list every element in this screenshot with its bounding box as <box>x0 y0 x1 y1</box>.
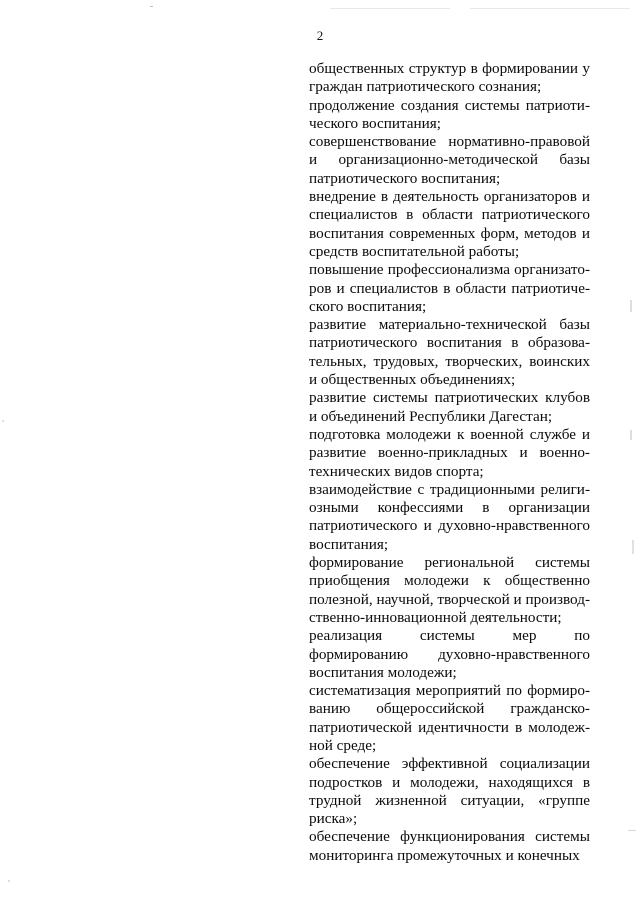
paragraph: реализация системы мер по формированию духовно-нравственного воспитания молодежи; <box>309 627 590 681</box>
paragraph: повышение профессионализма организаторов и специалистов в области патриотического воспитания; <box>309 261 590 315</box>
paragraph: общественных структур в формировании у граждан патриотического сознания; <box>309 60 590 96</box>
paragraph: внедрение в деятельность организаторов и специалистов в области патриотического воспитания современных форм, методов и средств воспитательной работы; <box>309 188 590 260</box>
paragraph: обеспечение функционирования системы мониторинга промежуточных и конечных <box>309 828 590 864</box>
page-number: 2 <box>316 28 324 43</box>
paragraph: совершенствование нормативно-правовой и организационно-методической базы патриотического воспитания; <box>309 133 590 187</box>
scan-artifact <box>330 8 450 9</box>
scan-artifact <box>150 6 153 7</box>
scan-artifact <box>630 430 632 440</box>
scan-artifact <box>630 300 632 312</box>
scan-artifact <box>2 420 4 422</box>
paragraph: подготовка молодежи к военной службе и развитие военно-прикладных и военно-технических видов спорта; <box>309 425 590 480</box>
paragraph: развитие системы патриотических клубов и объединений Республики Дагестан; <box>309 389 590 425</box>
scan-artifact <box>632 540 634 554</box>
body-text <box>309 60 590 865</box>
paragraph: развитие материально-технической базы патриотического воспитания в образовательных, трудовых, творческих, воинских и общественных объединениях; <box>309 316 590 389</box>
paragraph: продолжение создания системы патриотического воспитания; <box>309 96 590 132</box>
scan-artifact <box>628 830 636 831</box>
scan-artifact <box>8 880 10 882</box>
paragraph: формирование региональной системы приобщения молодежи к общественно полезной, научной, творческой и производственно-инновационной деятельности; <box>309 554 590 626</box>
paragraph: систематизация мероприятий по формированию общероссийской гражданско-патриотической идентичности в молодежной среде; <box>309 682 590 754</box>
paragraph: взаимодействие с традиционными религиозными конфессиями в организации патриотического и духовно-нравственного воспитания; <box>309 480 590 553</box>
paragraph: обеспечение эффективной социализации подростков и молодежи, находящихся в трудной жизненной ситуации, «группе риска»; <box>309 755 590 828</box>
scan-artifact <box>470 8 630 9</box>
